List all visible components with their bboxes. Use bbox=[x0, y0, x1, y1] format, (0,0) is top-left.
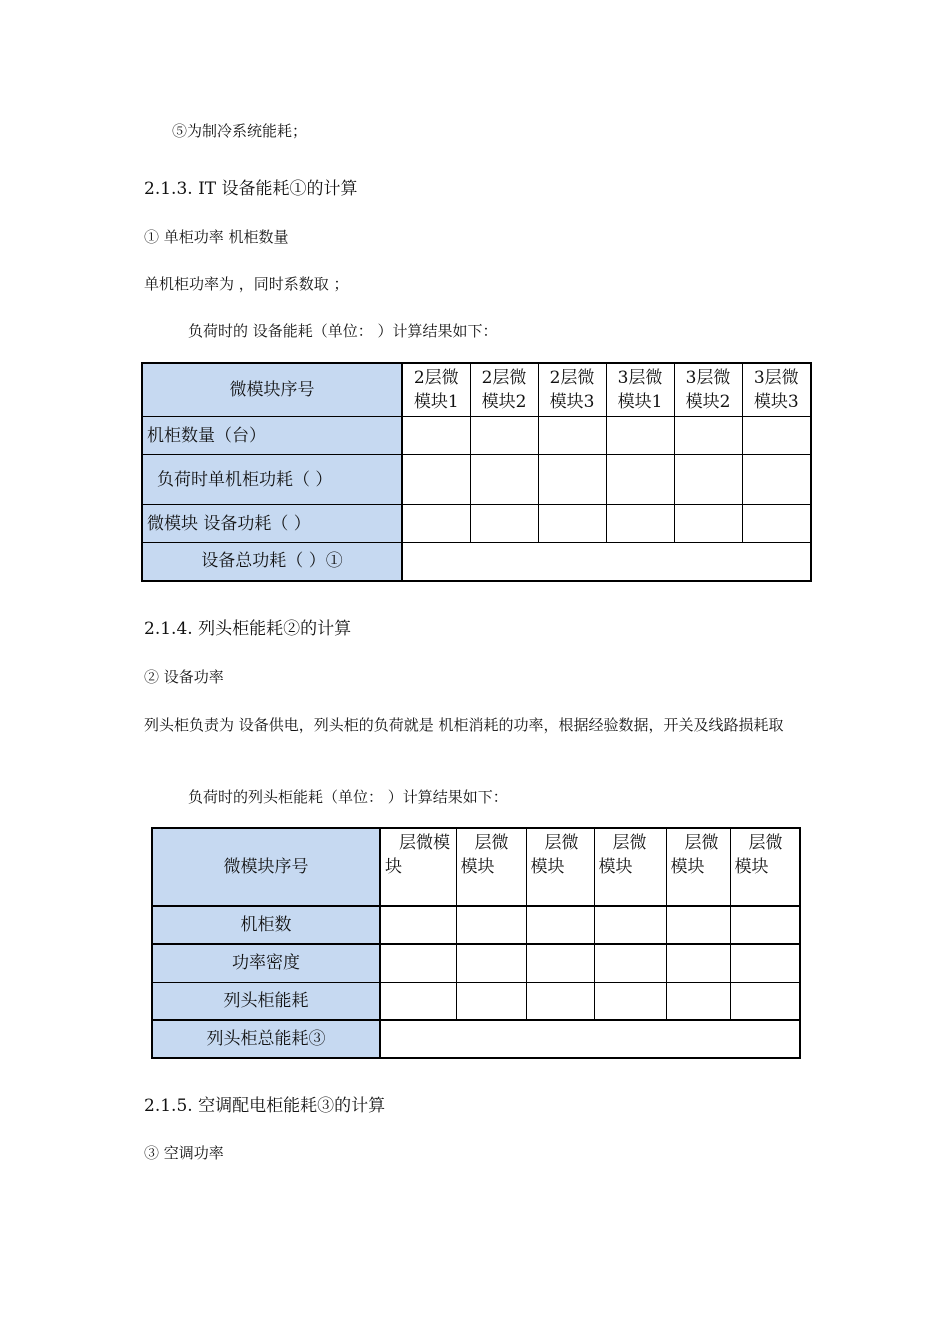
table-row bbox=[142, 455, 811, 505]
table-total-row bbox=[142, 543, 811, 581]
text-line: 负荷时的列头柜能耗（单位： ）计算结果如下： bbox=[188, 788, 508, 806]
row-label: 负荷时单机柜功耗（ ） bbox=[142, 455, 402, 505]
column-header: 层微模块 bbox=[456, 828, 526, 906]
table-row bbox=[152, 982, 800, 1020]
column-header: 2层微模块1 bbox=[402, 363, 470, 417]
row-label: 微模块 设备功耗（ ） bbox=[142, 505, 402, 543]
total-label: 列头柜总能耗③ bbox=[152, 1020, 380, 1058]
total-value bbox=[402, 543, 811, 581]
section-heading-2-1-5: 2.1.5. 空调配电柜能耗③的计算 bbox=[144, 1096, 386, 1116]
column-header: 3层微模块1 bbox=[606, 363, 674, 417]
text-line: ② 设备功率 bbox=[144, 668, 224, 686]
column-header: 层微模块 bbox=[730, 828, 800, 906]
column-header: 层微模块 bbox=[380, 828, 456, 906]
table-header-label: 微模块序号 bbox=[152, 828, 380, 906]
column-header: 2层微模块2 bbox=[470, 363, 538, 417]
column-header: 层微模块 bbox=[526, 828, 594, 906]
column-header: 2层微模块3 bbox=[538, 363, 606, 417]
table-row bbox=[152, 944, 800, 982]
column-head-cabinet-table bbox=[151, 827, 801, 1059]
table-total-row bbox=[152, 1020, 800, 1058]
text-line: ③ 空调功率 bbox=[144, 1144, 224, 1162]
text-line: 负荷时的 设备能耗（单位： ）计算结果如下： bbox=[188, 322, 498, 340]
total-label: 设备总功耗（ ）① bbox=[142, 543, 402, 581]
text-line: 单机柜功率为 ，同时系数取 ； bbox=[144, 275, 349, 293]
row-label: 功率密度 bbox=[152, 944, 380, 982]
row-label: 机柜数 bbox=[152, 906, 380, 944]
text-line: ① 单柜功率 机柜数量 bbox=[144, 228, 289, 246]
column-header: 3层微模块2 bbox=[674, 363, 742, 417]
text-line: ⑤为制冷系统能耗； bbox=[172, 122, 308, 140]
table-row bbox=[142, 505, 811, 543]
row-label: 列头柜能耗 bbox=[152, 982, 380, 1020]
table-header-label: 微模块序号 bbox=[142, 363, 402, 417]
section-heading-2-1-4: 2.1.4. 列头柜能耗②的计算 bbox=[144, 619, 352, 639]
row-label: 机柜数量（台） bbox=[142, 417, 402, 455]
table-row bbox=[152, 906, 800, 944]
column-header: 层微模块 bbox=[594, 828, 666, 906]
text-paragraph: 列头柜负责为 设备供电，列头柜的负荷就是 机柜消耗的功率，根据经验数据，开关及线路损耗取 bbox=[144, 716, 784, 734]
table-row bbox=[142, 417, 811, 455]
column-header: 层微模块 bbox=[666, 828, 730, 906]
column-header: 3层微模块3 bbox=[742, 363, 811, 417]
it-power-table bbox=[141, 362, 812, 582]
total-value bbox=[380, 1020, 800, 1058]
section-heading-2-1-3: 2.1.3. IT 设备能耗①的计算 bbox=[144, 179, 358, 199]
